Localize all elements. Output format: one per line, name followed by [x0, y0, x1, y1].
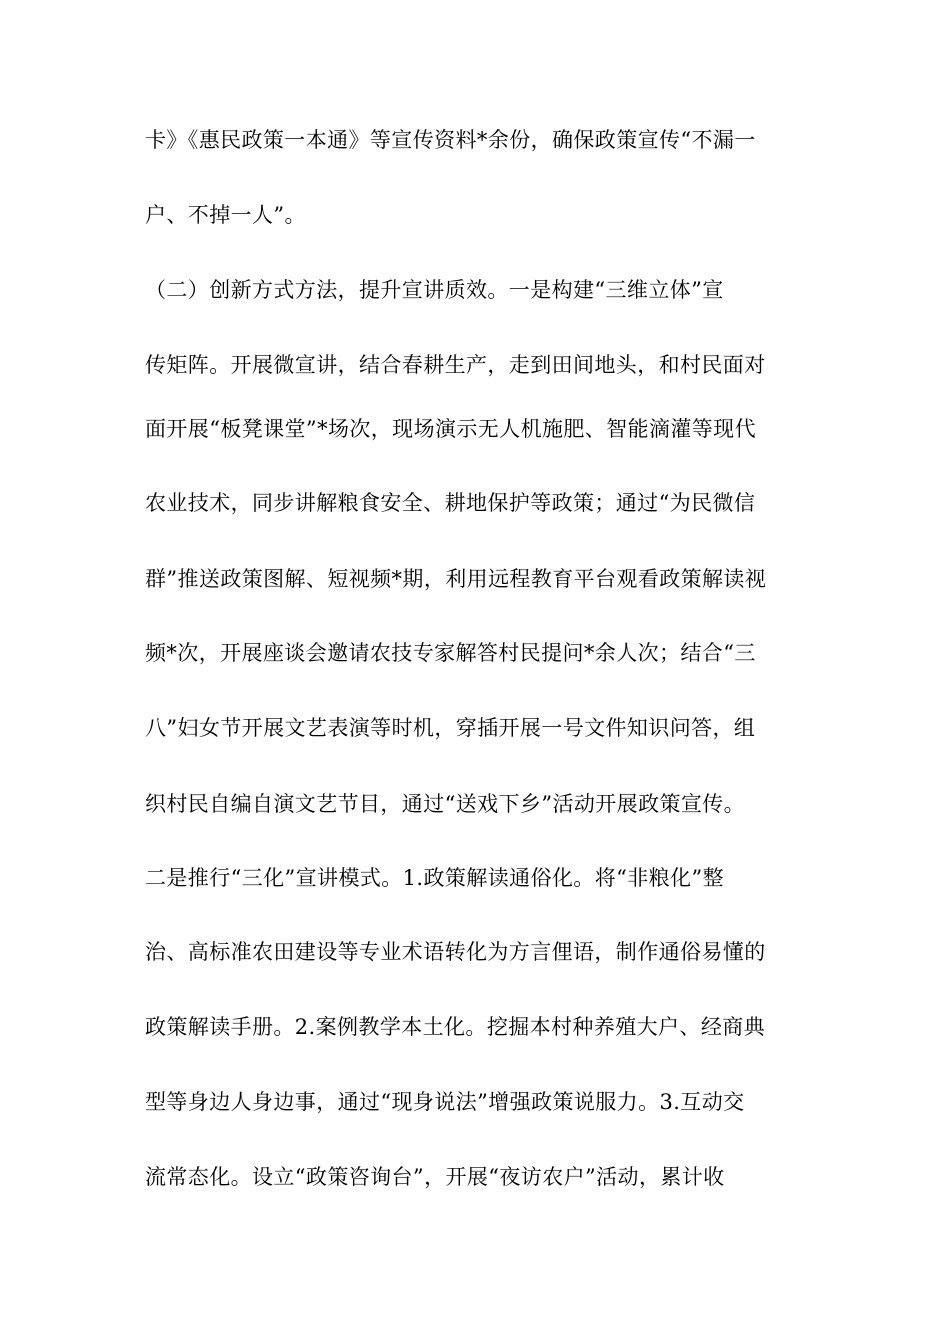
text-line: 户、不掉一人”。 [145, 203, 306, 227]
text-line: 八”妇女节开展文艺表演等时机，穿插开展一号文件知识问答，组 [145, 716, 756, 740]
text-line: 面开展“板凳课堂”*场次，现场演示无人机施肥、智能滴灌等现代 [145, 417, 756, 441]
text-line: 政策解读手册。2.案例教学本土化。挖掘本村种养殖大户、经商典 [145, 1015, 766, 1039]
text-line: 卡》《惠民政策一本通》等宣传资料*余份，确保政策宣传“不漏一 [145, 128, 756, 152]
text-line: 流常态化。设立“政策咨询台”，开展“夜访农户”活动，累计收 [145, 1165, 725, 1189]
text-line: （二）创新方式方法，提升宣讲质效。一是构建“三维立体”宣 [145, 278, 724, 302]
text-line: 群”推送政策图解、短视频*期，利用远程教育平台观看政策解读视 [145, 567, 767, 591]
text-line: 农业技术，同步讲解粮食安全、耕地保护等政策；通过“为民微信 [145, 491, 756, 515]
text-line: 织村民自编自演文艺节目，通过“送戏下乡”活动开展政策宣传。 [145, 792, 746, 816]
text-line: 二是推行“三化”宣讲模式。1.政策解读通俗化。将“非粮化”整 [145, 866, 724, 890]
text-line: 型等身边人身边事，通过“现身说法”增强政策说服力。3.互动交 [145, 1090, 745, 1114]
text-line: 频*次，开展座谈会邀请农技专家解答村民提问*余人次；结合“三 [145, 641, 756, 665]
text-line: 传矩阵。开展微宣讲，结合春耕生产，走到田间地头，和村民面对 [145, 353, 766, 377]
text-line: 治、高标准农田建设等专业术语转化为方言俚语，制作通俗易懂的 [145, 940, 766, 964]
